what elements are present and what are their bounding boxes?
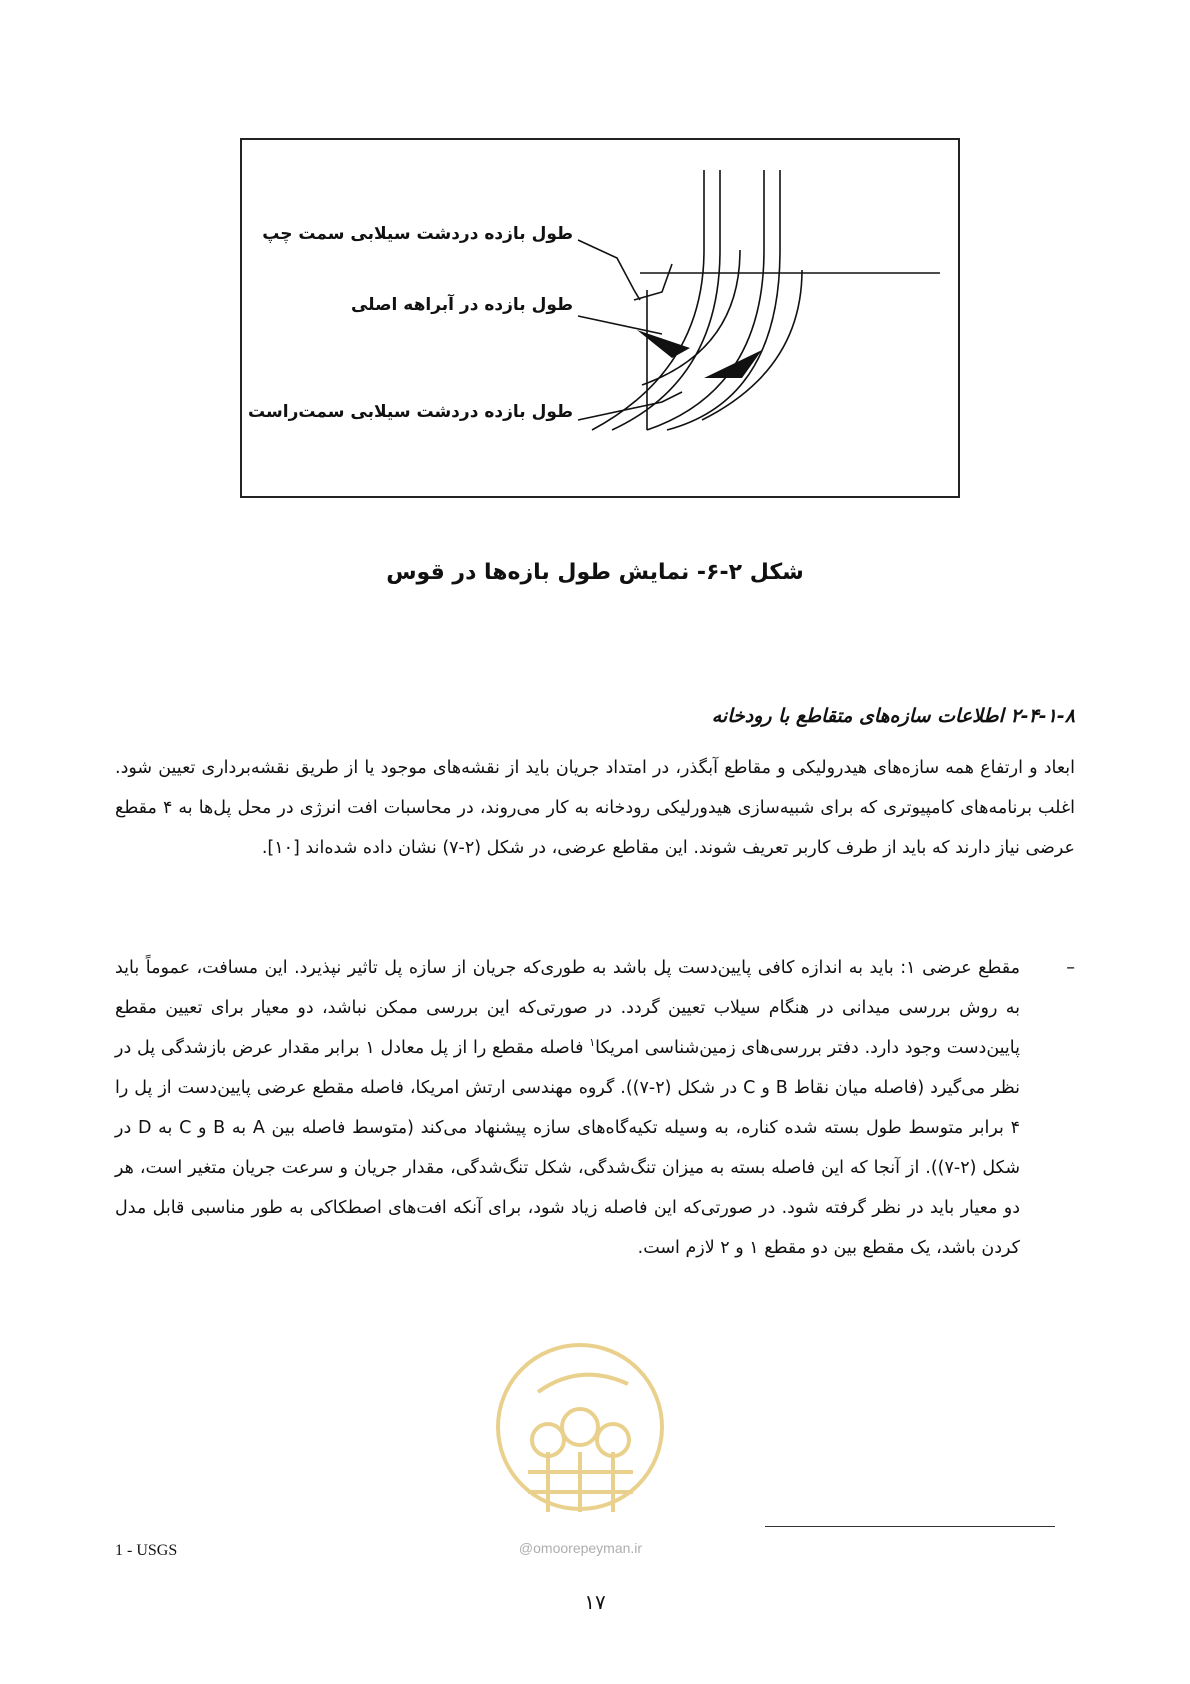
leader-main-channel (578, 316, 662, 334)
bullet-dash: – (1066, 958, 1075, 978)
bank-curve-4 (667, 170, 780, 430)
leader-left-tick (634, 264, 672, 300)
watermark-seal-icon (488, 1322, 673, 1537)
figure-caption: شکل ۲-۶- نمایش طول بازه‌ها در قوس (386, 560, 804, 585)
arrow-right-floodplain (704, 350, 762, 378)
river-bend-diagram (242, 140, 958, 496)
bullet-text-part-1: مقطع عرضی ۱: باید به اندازه کافی پایین‌دست پل باشد به طوری‌که جریان از سازه پل تاثیر نپذیرد. این مسافت، عموماً باید به روش بررسی میدانی در هنگام سیلاب تعیین گردد. در صورتی‌که این بررسی ممکن نباشد، دو معیار برای تعیین مقطع پایین‌دست وجود دارد. دفتر بررسی‌های زمین‌شناسی امریکا (115, 958, 1021, 1058)
figure-river-bend (240, 138, 960, 498)
page-number: ۱۷ (584, 1590, 606, 1614)
bullet-item (115, 948, 1075, 1268)
section-heading: ۲-۴-۱-۸ اطلاعات سازه‌های متقاطع با رودخانه (711, 705, 1075, 727)
paragraph-text: ابعاد و ارتفاع همه سازه‌های هیدرولیکی و مقاطع آبگذر، در امتداد جریان باید از نقشه‌های موجود یا از طریق نقشه‌برداری تعیین شود. اغلب برنامه‌های کامپیوتری که برای شبیه‌سازی هیدورلیکی رودخانه به کار می‌روند، در محاسبات افت انرژی در محل پل‌ها به ۴ مقطع عرضی نیاز دارند که باید از طرف کاربر تعریف شوند. این مقاطع عرضی، در شکل (۲-۷) نشان داده شده‌اند [۱۰]. (115, 758, 1075, 858)
label-left-floodplain: طول بازده دردشت سیلابی سمت چپ (262, 224, 573, 244)
leader-left-floodplain (578, 240, 640, 300)
watermark-site: @omoorepeyman.ir (518, 1540, 643, 1556)
label-main-channel: طول بازده در آبراهه اصلی (350, 295, 573, 315)
bullet-text-part-2: فاصله مقطع را از پل معادل ۱ برابر مقدار عرض بازشدگی پل در نظر می‌گیرد (فاصله میان نقاط B و C در شکل (۲-۷)). گروه مهندسی ارتش امریکا، فاصله مقطع عرضی پایین‌دست از پل را ۴ برابر متوسط طول بسته شده کناره، به وسیله تکیه‌گاه‌های سازه پیشنهاد می‌کند (متوسط فاصله بین A به B و C به D در شکل (۲-۷)). از آنجا که این فاصله بسته به میزان تنگ‌شدگی، شکل تنگ‌شدگی، مقدار جریان و سرعت جریان متغیر است، هر دو معیار باید در نظر گرفته شود. در صورتی‌که این فاصله زیاد شود، برای آنکه افت‌های اصطکاکی به طور مناسبی قابل مدل کردن باشد، یک مقطع بین دو مقطع ۱ و ۲ لازم است. (115, 1038, 1021, 1258)
footnote: 1 - USGS (115, 1542, 178, 1559)
label-right-floodplain: طول بازده دردشت سیلابی سمت‌راست (248, 402, 573, 422)
footnote-reference: ۱ (589, 1036, 596, 1050)
footnote-divider (765, 1526, 1055, 1527)
watermark (488, 1322, 673, 1562)
section-paragraph (115, 748, 1075, 868)
bank-curve-1 (592, 170, 704, 430)
bullet-text (115, 948, 1020, 1268)
